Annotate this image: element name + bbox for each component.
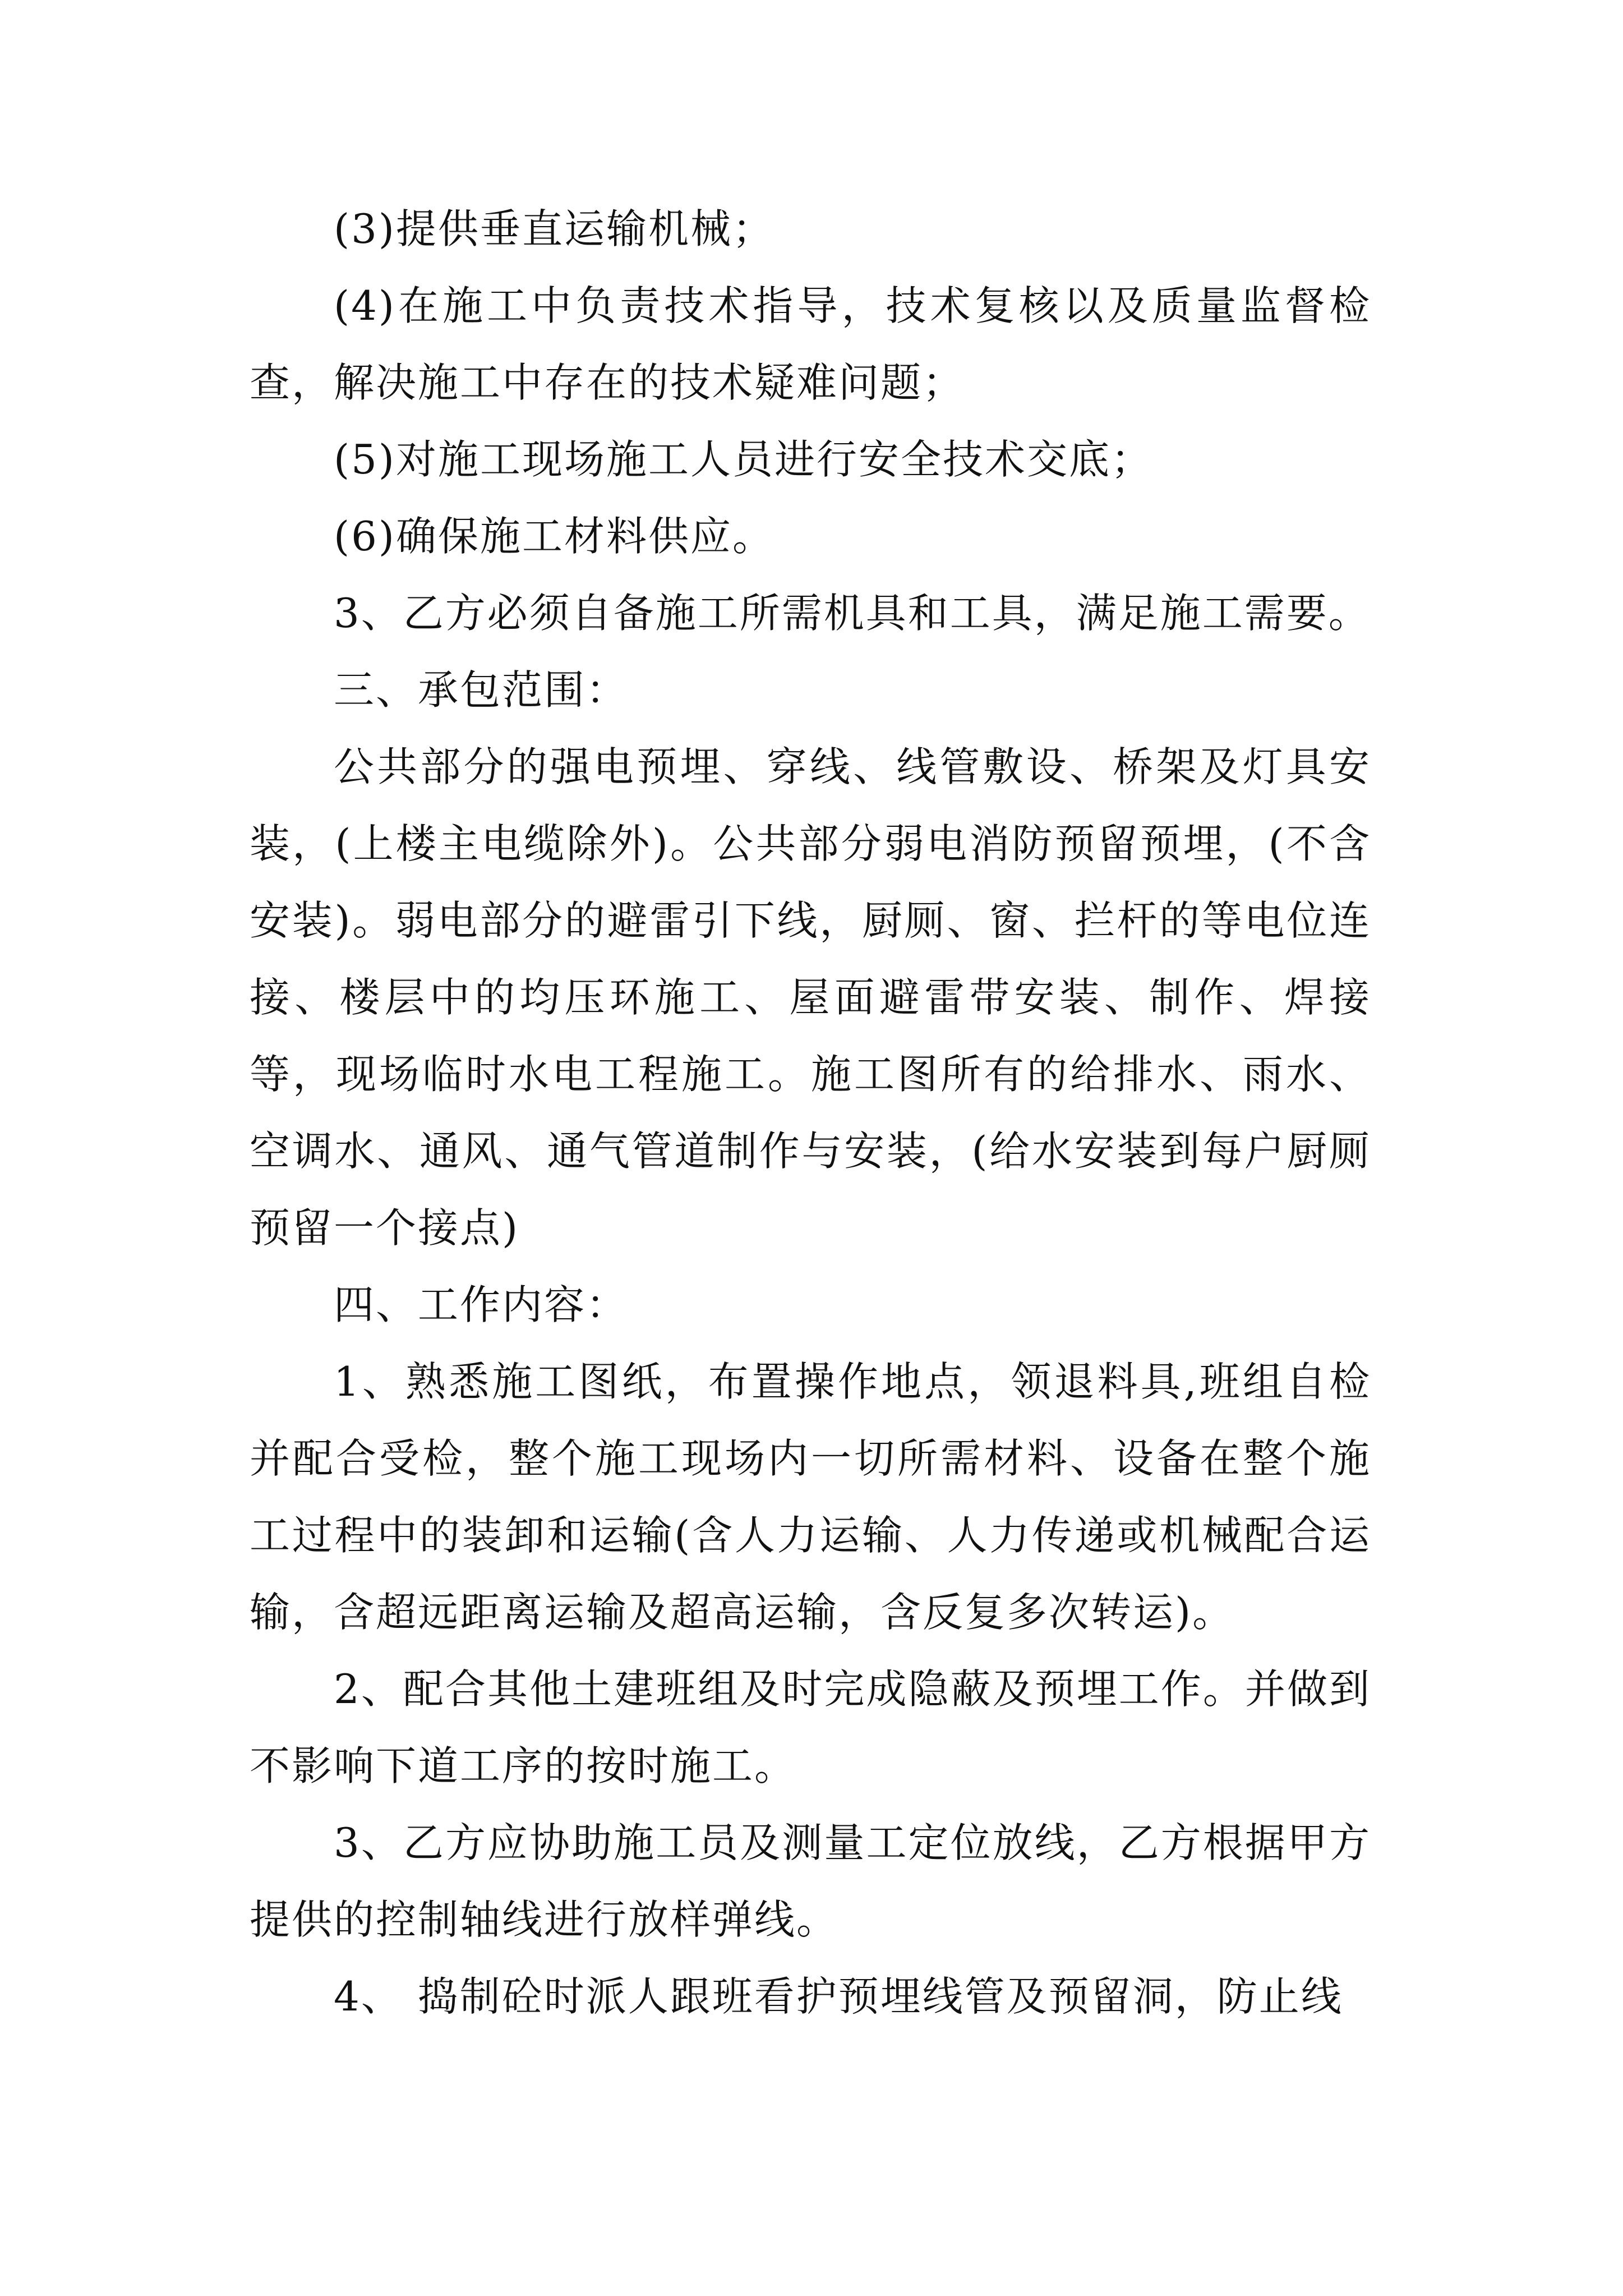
paragraph-3: (5)对施工现场施工人员进行安全技术交底； — [334, 436, 1153, 483]
paragraph-5: 3、乙方必须自备施工所需机具和工具，满足施工需要。 — [334, 590, 1371, 637]
section-heading-scope: 三、承包范围： — [334, 666, 629, 714]
paragraph-scope: 公共部分的强电预埋、穿线、线管敷设、桥架及灯具安装，(上楼主电缆除外)。公共部分弱电消防预留预埋，(不含安装)。弱电部分的避雷引下线，厨厕、窗、拦杆的等电位连接、楼层中的均压环施工、屋面避雷带安装、制作、焊接等，现场临时水电工程施工。施工图所有的给排水、雨水、空调水、通风、通气管道制作与安装，(给水安装到每户厨厕预留一个接点) — [250, 743, 1371, 1251]
paragraph-work-4: 4、 捣制砼时派人跟班看护预埋线管及预留洞，防止线 — [334, 1973, 1343, 2020]
paragraph-1: (3)提供垂直运输机械； — [334, 205, 774, 252]
paragraph-2: (4)在施工中负责技术指导，技术复核以及质量监督检查，解决施工中存在的技术疑难问题； — [250, 282, 1371, 406]
section-heading-work: 四、工作内容： — [334, 1281, 629, 1328]
paragraph-work-3: 3、乙方应协助施工员及测量工定位放线，乙方根据甲方提供的控制轴线进行放样弹线。 — [250, 1819, 1371, 1943]
paragraph-4: (6)确保施工材料供应。 — [334, 513, 774, 560]
paragraph-work-2: 2、配合其他土建班组及时完成隐蔽及预埋工作。并做到不影响下道工序的按时施工。 — [250, 1665, 1371, 1789]
document-body — [250, 191, 1371, 2035]
paragraph-work-1: 1、熟悉施工图纸，布置操作地点，领退料具,班组自检并配合受检，整个施工现场内一切所需材料、设备在整个施工过程中的装卸和运输(含人力运输、人力传递或机械配合运输，含超远距离运输及超高运输，含反复多次转运)。 — [250, 1358, 1371, 1636]
